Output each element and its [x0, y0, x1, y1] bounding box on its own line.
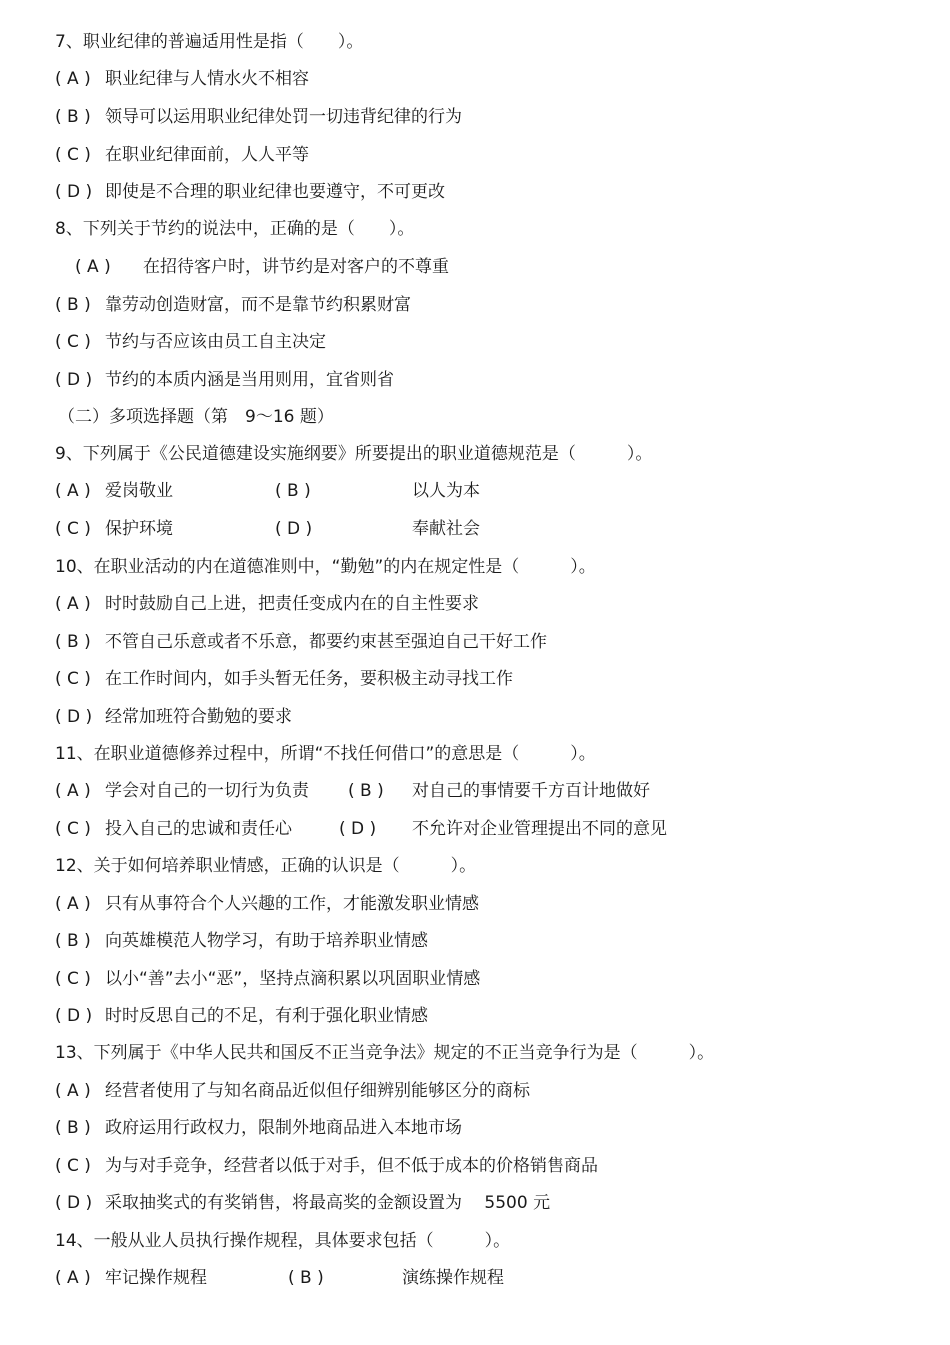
option-line: [55, 930, 428, 952]
option-text: 对自己的事情要千方百计地做好: [412, 781, 650, 801]
option-line: [55, 68, 309, 90]
option-text: 时时反思自己的不足，有利于强化职业情感: [105, 1006, 428, 1026]
question-9: 9、下列属于《公民道德建设实施纲要》所要提出的职业道德规范是（ ）。: [55, 444, 653, 464]
question-14: 14、一般从业人员执行操作规程，具体要求包括（ ）。: [55, 1231, 511, 1251]
option-line: [55, 706, 292, 728]
option-text: 以小“善”去小“恶”，坚持点滴积累以巩固职业情感: [105, 969, 481, 989]
question-10: 10、在职业活动的内在道德准则中，“勤勉”的内在规定性是（ ）。: [55, 557, 596, 577]
option-label: ( B ): [288, 1268, 324, 1288]
option-label: ( A ): [55, 1268, 91, 1288]
option-label: ( C ): [55, 819, 91, 839]
option-text: 在招待客户时，讲节约是对客户的不尊重: [143, 257, 449, 277]
option-line: [55, 480, 480, 502]
option-line: [55, 1080, 530, 1102]
question-11: 11、在职业道德修养过程中，所谓“不找任何借口”的意思是（ ）。: [55, 744, 596, 764]
option-text: 在工作时间内，如手头暂无任务，要积极主动寻找工作: [105, 669, 513, 689]
option-line: [55, 1192, 550, 1214]
option-text: 投入自己的忠诚和责任心: [105, 819, 292, 839]
option-text: 在职业纪律面前，人人平等: [105, 145, 309, 165]
option-label: ( B ): [55, 107, 91, 127]
option-label: ( D ): [55, 707, 93, 727]
option-label: ( B ): [275, 481, 311, 501]
option-label: ( B ): [348, 781, 384, 801]
option-line: [55, 631, 547, 653]
option-label: ( A ): [75, 257, 111, 277]
option-line: [55, 369, 394, 391]
option-text: 节约与否应该由员工自主决定: [105, 332, 326, 352]
option-line: [55, 780, 650, 802]
option-label: ( D ): [55, 1006, 93, 1026]
option-label: ( C ): [55, 519, 91, 539]
option-text: 职业纪律与人情水火不相容: [105, 69, 309, 89]
option-line: [75, 256, 449, 278]
option-label: ( D ): [275, 519, 313, 539]
option-line: [55, 181, 445, 203]
option-line: [55, 1117, 462, 1139]
option-text: 时时鼓励自己上进，把责任变成内在的自主性要求: [105, 594, 479, 614]
option-text: 学会对自己的一切行为负责: [105, 781, 309, 801]
question-7: 7、职业纪律的普遍适用性是指（ ）。: [55, 32, 364, 52]
option-line: [55, 106, 462, 128]
option-text: 经营者使用了与知名商品近似但仔细辨别能够区分的商标: [105, 1081, 530, 1101]
option-line: [55, 893, 479, 915]
option-label: ( B ): [55, 1118, 91, 1138]
option-label: ( C ): [55, 969, 91, 989]
option-text: 采取抽奖式的有奖销售，将最高奖的金额设置为 5500 元: [105, 1193, 551, 1213]
question-13: 13、下列属于《中华人民共和国反不正当竞争法》规定的不正当竞争行为是（ ）。: [55, 1043, 715, 1063]
option-text: 经常加班符合勤勉的要求: [105, 707, 292, 727]
option-line: [55, 518, 480, 540]
option-text: 保护环境: [105, 519, 173, 539]
question-8: 8、下列关于节约的说法中，正确的是（ ）。: [55, 219, 415, 239]
option-text: 向英雄模范人物学习，有助于培养职业情感: [105, 931, 428, 951]
option-label: ( B ): [55, 632, 91, 652]
option-label: ( D ): [55, 370, 93, 390]
option-text: 为与对手竞争，经营者以低于对手，但不低于成本的价格销售商品: [105, 1156, 598, 1176]
option-label: ( C ): [55, 145, 91, 165]
option-line: [55, 968, 480, 990]
option-text: 爱岗敬业: [105, 481, 173, 501]
option-text: 即使是不合理的职业纪律也要遵守，不可更改: [105, 182, 445, 202]
option-label: ( B ): [55, 931, 91, 951]
option-text: 政府运用行政权力，限制外地商品进入本地市场: [105, 1118, 462, 1138]
option-text: 不管自己乐意或者不乐意，都要约束甚至强迫自己干好工作: [105, 632, 547, 652]
option-line: [55, 818, 667, 840]
option-label: ( A ): [55, 1081, 91, 1101]
option-line: [55, 1005, 428, 1027]
option-line: [55, 331, 326, 353]
option-line: [55, 593, 479, 615]
option-text: 只有从事符合个人兴趣的工作，才能激发职业情感: [105, 894, 479, 914]
option-label: ( A ): [55, 781, 91, 801]
option-label: ( D ): [55, 182, 93, 202]
option-label: ( A ): [55, 481, 91, 501]
option-label: ( B ): [55, 295, 91, 315]
option-text: 牢记操作规程: [105, 1268, 207, 1288]
option-text: 靠劳动创造财富，而不是靠节约积累财富: [105, 295, 411, 315]
section-heading: （二）多项选择题（第 9～16 题）: [58, 407, 334, 427]
option-text: 演练操作规程: [402, 1268, 504, 1288]
option-text: 领导可以运用职业纪律处罚一切违背纪律的行为: [105, 107, 462, 127]
option-label: ( D ): [339, 819, 377, 839]
option-text: 节约的本质内涵是当用则用，宜省则省: [105, 370, 394, 390]
option-line: [55, 1155, 598, 1177]
option-label: ( A ): [55, 69, 91, 89]
option-label: ( C ): [55, 332, 91, 352]
option-label: ( A ): [55, 894, 91, 914]
option-line: [55, 1267, 504, 1289]
option-label: ( A ): [55, 594, 91, 614]
question-12: 12、关于如何培养职业情感，正确的认识是（ ）。: [55, 856, 477, 876]
option-line: [55, 668, 513, 690]
option-line: [55, 294, 411, 316]
option-label: ( D ): [55, 1193, 93, 1213]
option-label: ( C ): [55, 669, 91, 689]
option-text: 以人为本: [412, 481, 480, 501]
option-text: 奉献社会: [412, 519, 480, 539]
option-line: [55, 144, 309, 166]
option-label: ( C ): [55, 1156, 91, 1176]
option-text: 不允许对企业管理提出不同的意见: [412, 819, 667, 839]
